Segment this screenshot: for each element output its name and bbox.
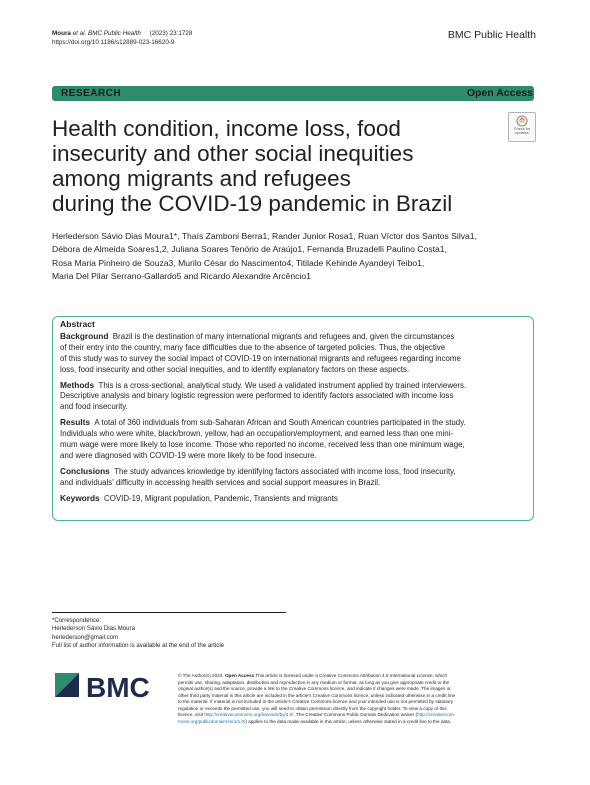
open-access-label: Open Access xyxy=(466,87,533,99)
abstract xyxy=(60,319,530,509)
title-line: Health condition, income loss, food xyxy=(52,116,401,141)
results-text: A total of 360 individuals from sub-Saharan African and South American countries participated in the study. xyxy=(94,418,466,428)
license-line: other third party material in this article are included in the article's Creative Commons licence, unless indicated otherwise in a credit line xyxy=(178,692,456,698)
methods-line xyxy=(60,380,530,392)
license-line xyxy=(178,719,530,726)
title-line: during the COVID-19 pandemic in Brazil xyxy=(52,191,453,216)
license-text: licence, visit xyxy=(178,712,205,717)
results-line: Individuals who were white, black/brown, yellow, had an occupation/employment, and earned less than one mini- xyxy=(60,429,454,439)
conclusions-line: and individuals' difficulty in accessing health services and social support measures in Brazil. xyxy=(60,477,381,487)
article-title xyxy=(52,116,482,216)
license-line: regulation or exceeds the permitted use, you will need to obtain permission directly from the copyright holder. To view a copy of this xyxy=(178,705,447,711)
methods-label: Methods xyxy=(60,379,95,390)
citation-etal: et al. xyxy=(70,30,87,37)
methods-line: and food insecurity. xyxy=(60,402,128,412)
citation-journal: BMC Public Health xyxy=(86,30,141,37)
title-line: among migrants and refugees xyxy=(52,166,351,191)
check-for-updates-line2: updates xyxy=(515,131,529,136)
correspondence-email[interactable]: herlederson@gmail.com xyxy=(52,633,119,641)
check-for-updates-button[interactable] xyxy=(508,112,536,142)
abstract-background xyxy=(60,331,530,376)
cc-by-link[interactable]: http://creativecommons.org/licenses/by/4.0/ xyxy=(204,712,294,717)
cc-zero-link-cont[interactable]: mons.org/publicdomain/zero/1.0/ xyxy=(178,718,246,724)
author-info-note: Full list of author information is available at the end of the article xyxy=(52,642,225,650)
results-line xyxy=(60,417,530,429)
citation-authors: Moura xyxy=(52,30,71,37)
section-label: RESEARCH xyxy=(61,88,122,99)
license-text: . The Creative Commons Public Domain Dedication waiver ( xyxy=(293,712,418,717)
results-line: and were diagnosed with COVID-19 were more likely to be food insecure. xyxy=(60,450,317,460)
conclusions-line xyxy=(60,466,530,478)
author-list xyxy=(52,230,534,283)
methods-text: This is a cross-sectional, analytical study. We used a validated instrument applied by trained interviewers. xyxy=(98,380,467,390)
author-line: Herlederson Sávio Dias Moura1*, Thaís Zamboni Berra1, Rander Junior Rosa1, Ruan Víctor dos Santos Silva1, xyxy=(52,231,477,241)
methods-line: Descriptive analysis and binary logistic regression were performed to identify factors associated with income loss xyxy=(60,391,454,401)
background-label: Background xyxy=(60,330,109,341)
correspondence-name: Herlederson Sávio Dias Moura xyxy=(52,625,135,633)
license-line: to the material. If material is not included in the article's Creative Commons licence and your intended use is not permitted by statutory xyxy=(178,699,454,704)
citation-header xyxy=(52,29,192,47)
license-open-access: Open Access xyxy=(224,673,255,678)
citation-volume: (2023) 23:1728 xyxy=(149,30,193,37)
background-text: Brazil is the destination of many international migrants and refugees and, given the circumstances xyxy=(112,331,455,341)
keywords-label: Keywords xyxy=(60,492,100,503)
bmc-logo-icon xyxy=(55,673,163,701)
keywords-line xyxy=(60,493,530,505)
abstract-methods xyxy=(60,380,530,414)
citation-line xyxy=(52,29,192,38)
conclusions-label: Conclusions xyxy=(60,465,110,476)
doi-link[interactable]: https://doi.org/10.1186/s12889-023-16620-9 xyxy=(52,39,175,46)
license-line: original author(s) and the source, provide a link to the Creative Commons licence, and indicate if changes were made. The images or xyxy=(178,686,451,691)
correspondence-label: *Correspondence: xyxy=(52,617,102,624)
results-label: Results xyxy=(60,417,90,428)
results-line: mum wage were more likely to lose income. Those who reported no income, received less than one minimum wage, xyxy=(60,440,465,450)
background-line xyxy=(60,331,530,343)
section-banner xyxy=(52,86,534,101)
author-line: Maria Del Pilar Serrano-Gallardo5 and Ricardo Alexandre Arcêncio1 xyxy=(52,270,311,281)
check-for-updates-line1: Check for xyxy=(513,127,531,131)
license-line1: This article is licensed under a Creative Commons Attribution 4.0 International License, which xyxy=(254,673,448,678)
check-for-updates-icon xyxy=(516,115,528,127)
bmc-logo-text: BMC xyxy=(86,673,150,701)
abstract-keywords xyxy=(60,493,530,505)
background-line: of their entry into the country, many face difficulties due to the absence of targeted policies. Thus, the objective xyxy=(60,342,446,352)
license-notice xyxy=(178,673,530,725)
author-line: Rosa Maria Pinheiro de Souza3, Murilo César do Nascimento4, Titilade Kehinde Ayandeyi Teibo1, xyxy=(52,257,425,268)
correspondence xyxy=(52,617,224,651)
license-line: permits use, sharing, adaptation, distribution and reproduction in any medium or format, as long as you give appropriate credit to the xyxy=(178,679,450,685)
title-line: insecurity and other social inequities xyxy=(52,141,414,166)
cc-zero-link[interactable]: http://creativecom- xyxy=(417,712,456,717)
abstract-heading: Abstract xyxy=(60,319,95,329)
footnote-divider xyxy=(52,612,286,613)
license-text: ) applies to the data made available in this article, unless otherwise stated in a credit line to the data. xyxy=(245,718,452,724)
background-line: loss, food insecurity and other social inequities, and to identify explanatory factors on these aspects. xyxy=(60,364,410,374)
keywords-text: COVID-19, Migrant population, Pandemic, Transients and migrants xyxy=(104,493,338,503)
journal-name: BMC Public Health xyxy=(447,29,536,41)
background-line: of this study was to survey the social impact of COVID-19 on international migrants and refugees regarding income xyxy=(60,353,461,363)
license-prefix: © The Author(s) 2023. xyxy=(178,673,225,678)
conclusions-text: The study advances knowledge by identifying factors associated with income loss, food insecurity, xyxy=(114,466,456,476)
author-line: Débora de Almeida Soares1,2, Juliana Soares Tenório de Araújo1, Fernanda Bruzadelli Paulino Costa1, xyxy=(52,244,447,255)
abstract-conclusions xyxy=(60,466,530,489)
abstract-results xyxy=(60,417,530,462)
